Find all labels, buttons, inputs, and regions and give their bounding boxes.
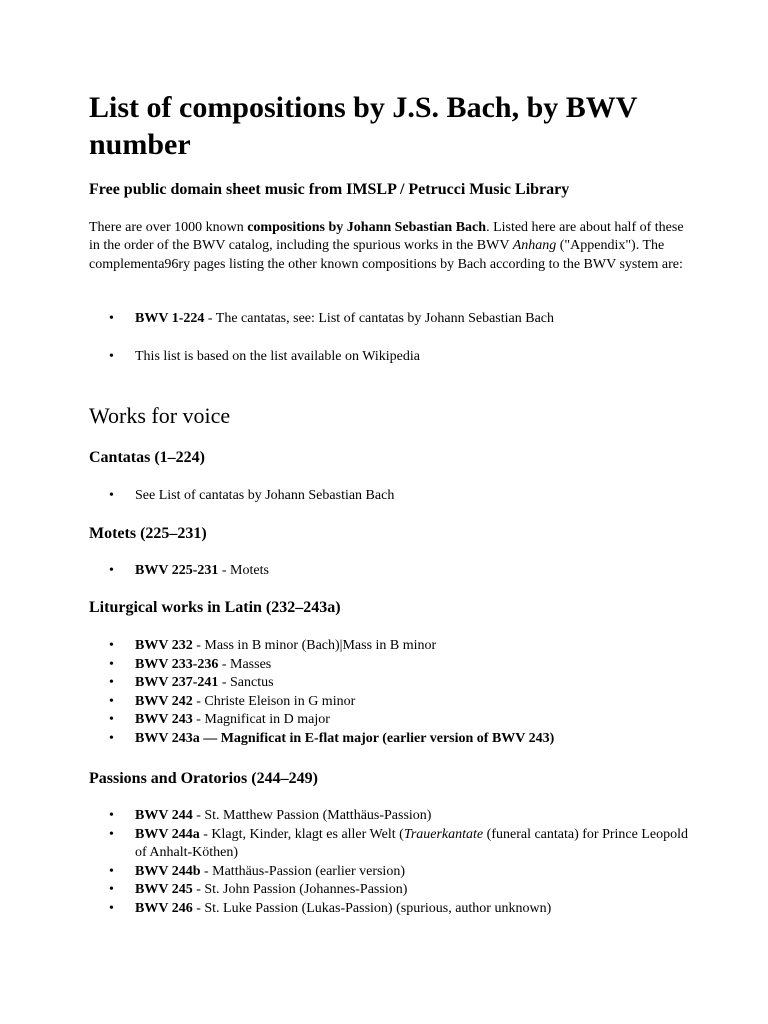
bullet-icon: • [109, 808, 114, 823]
subheading-passions-oratorios: Passions and Oratorios (244–249) [89, 770, 318, 787]
list-item [89, 693, 695, 712]
bullet-icon: • [109, 638, 114, 653]
item-text: - Magnificat in D major [192, 712, 330, 727]
bwv-number: BWV 244a [135, 826, 200, 842]
list-item [89, 637, 695, 656]
bwv-number: BWV 237-241 [135, 675, 219, 690]
cantatas-list [89, 487, 695, 506]
item-text: This list is based on the list available on Wikipedia [135, 348, 420, 364]
section-heading-works-for-voice: Works for voice [89, 403, 231, 428]
intro-text-1: There are over 1000 known [89, 220, 248, 235]
list-item [89, 656, 695, 675]
bwv-number: BWV 243a — Magnificat in E-flat major (earlier version of BWV 243) [135, 730, 555, 746]
bullet-icon: • [109, 488, 114, 503]
subheading-motets: Motets (225–231) [89, 525, 207, 542]
item-text: - St. John Passion (Johannes-Passion) [192, 882, 408, 897]
subheading-liturgical-latin: Liturgical works in Latin (232–243a) [89, 599, 341, 616]
list-item [89, 807, 695, 826]
item-text-continued: (funeral cantata) for Prince Leopold of Anhalt-Köthen) [135, 826, 689, 860]
intro-paragraph [89, 219, 689, 274]
bwv-number: BWV 233-236 [135, 656, 219, 672]
bullet-icon: • [109, 900, 114, 916]
item-text: See List of cantatas by Johann Sebastian Bach [135, 488, 395, 503]
item-italic-trauerkantate: Trauerkantate [403, 826, 484, 842]
intro-italic-anhang: Anhang [512, 238, 557, 254]
item-text: - Motets [218, 563, 269, 578]
item-text: - The cantatas, see: List of cantatas by Johann Sebastian Bach [204, 311, 554, 326]
list-item [89, 730, 695, 749]
bullet-icon: • [109, 826, 114, 842]
bullet-icon: • [109, 863, 114, 879]
item-text: - Sanctus [218, 675, 274, 690]
bullet-icon: • [109, 311, 114, 326]
bwv-number: BWV 244b [135, 863, 201, 879]
item-text: - Klagt, Kinder, klagt es aller Welt ( [199, 826, 404, 842]
bwv-number: BWV 246 [135, 900, 193, 916]
passions-list [89, 807, 695, 918]
list-item [89, 310, 695, 329]
list-item [89, 826, 695, 863]
list-item [89, 863, 695, 882]
bwv-number: BWV 243 [135, 712, 193, 727]
bullet-icon: • [109, 675, 114, 690]
list-item [89, 900, 695, 919]
bullet-icon: • [109, 730, 114, 746]
item-text: - Matthäus-Passion (earlier version) [200, 863, 405, 879]
latin-works-list [89, 637, 695, 748]
bullet-icon: • [109, 656, 114, 672]
bwv-number: BWV 242 [135, 693, 193, 709]
page-subtitle: Free public domain sheet music from IMSLP / Petrucci Music Library [89, 181, 570, 198]
list-item [89, 562, 695, 581]
subheading-cantatas: Cantatas (1–224) [89, 449, 205, 466]
bwv-number: BWV 225-231 [135, 563, 219, 578]
item-text: - Mass in B minor (Bach)|Mass in B minor [192, 638, 437, 653]
intro-text-2: . Listed here are about half of these in the order of the BWV catalog, including the spurious works in the BWV [89, 220, 684, 254]
intro-text-3: ("Appendix"). The complementa96ry pages listing the other known compositions by Bach according to the BWV system are: [89, 238, 683, 272]
item-text: - St. Luke Passion (Lukas-Passion) (spurious, author unknown) [192, 900, 552, 916]
item-text: - Christe Eleison in G minor [192, 693, 356, 709]
page-title: List of compositions by J.S. Bach, by BWV number [89, 91, 637, 161]
intro-bold-compositions: compositions by Johann Sebastian Bach [247, 220, 487, 235]
bullet-icon: • [109, 563, 114, 578]
top-list [89, 310, 695, 366]
bullet-icon: • [109, 348, 114, 364]
bwv-number: BWV 245 [135, 882, 193, 897]
list-item [89, 348, 695, 367]
bullet-icon: • [109, 693, 114, 709]
list-item [89, 674, 695, 693]
bwv-number: BWV 1-224 [135, 311, 205, 326]
bwv-number: BWV 244 [135, 808, 193, 823]
motets-list [89, 562, 695, 581]
bullet-icon: • [109, 712, 114, 727]
bwv-number: BWV 232 [135, 638, 193, 653]
bullet-icon: • [109, 882, 114, 897]
item-text: - Masses [218, 656, 272, 672]
list-item [89, 487, 695, 506]
list-item [89, 711, 695, 730]
list-item [89, 881, 695, 900]
item-text: - St. Matthew Passion (Matthäus-Passion) [192, 808, 432, 823]
